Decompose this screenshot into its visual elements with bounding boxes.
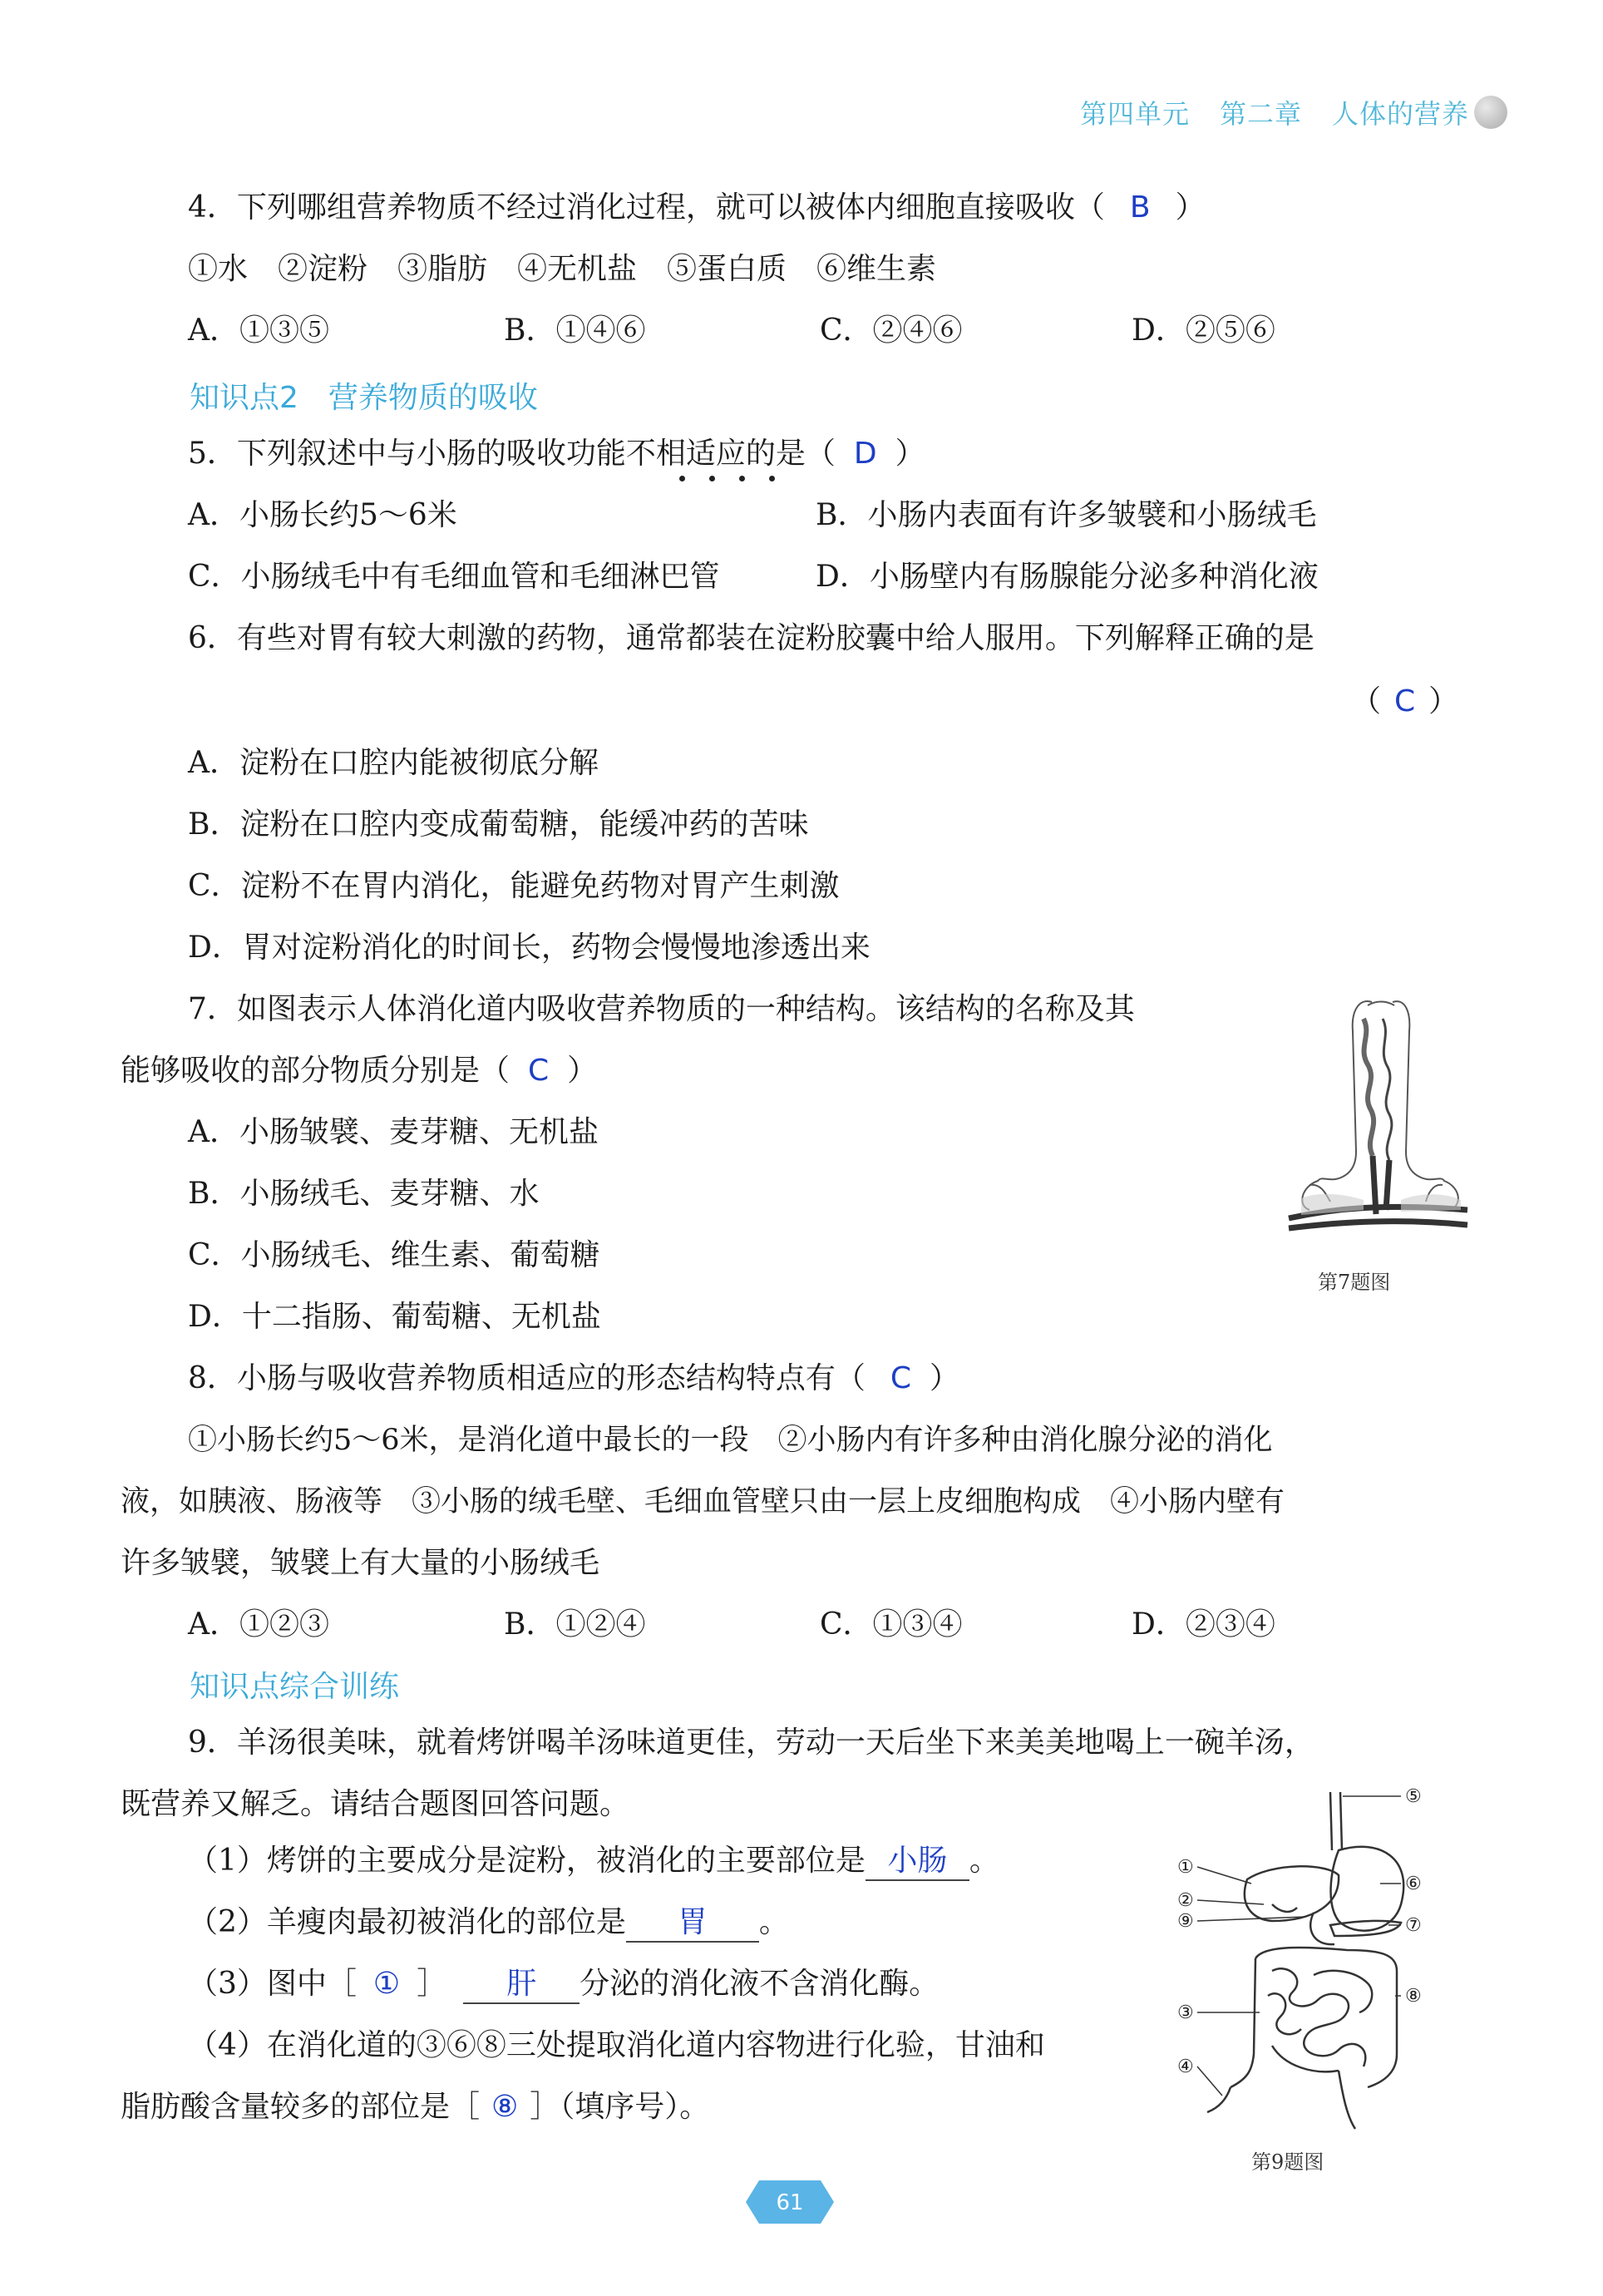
header-unit: 第四单元 [1079,98,1190,130]
q9-part4-end: ］（填序号）。 [530,2090,710,2124]
q8-stem: 8．小肠与吸收营养物质相适应的形态结构特点有（ [188,1361,866,1395]
q5-close: ） [895,437,925,471]
fig9-label-3: ③ [1177,2002,1194,2023]
q4-options [188,313,1485,349]
q9-part3-answer1: ① [372,1967,401,2001]
q4-option-c: C．②④⑥ [820,314,963,348]
q9-part2-end: 。 [758,1905,789,1939]
q5-option-d: D．小肠壁内有肠腺能分泌多种消化液 [816,560,1319,594]
fig9-label-6: ⑥ [1405,1874,1422,1894]
q9-part4-text: 脂肪酸含量较多的部位是［ [121,2090,481,2124]
q5-options-row2 [188,559,1485,595]
q9-stem1: 9．羊汤很美味，就着烤饼喝羊汤味道更佳，劳动一天后坐下来美美地喝上一碗羊汤， [188,1726,1314,1760]
q8-option-c: C．①③④ [820,1607,963,1642]
header-title: 人体的营养 [1331,98,1469,130]
q6-answer: C [1394,684,1416,718]
q6-option-b: B．淀粉在口腔内变成葡萄糖，能缓冲药的苦味 [188,807,809,842]
q9-part3-text: （3）图中［ [188,1967,357,2001]
q5-stem: 5．下列叙述中与小肠的吸收功能不相适应的是（ [188,437,836,471]
q6-option-d: D．胃对淀粉消化的时间长，药物会慢慢地渗透出来 [188,931,871,965]
fig9-label-8: ⑧ [1405,1986,1422,2007]
q8-close: ） [930,1361,960,1395]
q9-part1 [188,1843,999,1881]
q7-stem2: 能够吸收的部分物质分别是（ [121,1054,510,1088]
q4-answer: B [1129,190,1151,225]
fig9-label-5: ⑤ [1405,1786,1422,1807]
q7-answer: C [528,1054,550,1088]
q4-option-a: A．①③⑤ [188,314,329,348]
q7-option-d: D．十二指肠、葡萄糖、无机盐 [188,1300,601,1334]
q9-part1-end: 。 [969,1844,999,1878]
fig9-label-1: ① [1177,1857,1194,1878]
q5-option-c: C．小肠绒毛中有毛细血管和毛细淋巴管 [188,560,720,594]
q9-part3-answer2: 肝 [463,1966,580,2004]
q5-stem-line [188,436,925,472]
q4-option-d: D．②⑤⑥ [1132,314,1275,348]
q8-body1: ①小肠长约5～6米，是消化道中最长的一段 ②小肠内有许多种由消化腺分泌的消化 [188,1424,1273,1457]
q9-part2-answer: 胃 [626,1904,759,1943]
q9-stem2: 既营养又解乏。请结合题图回答问题。 [121,1787,630,1821]
page-number-badge [744,2179,836,2225]
fig9-label-7: ⑦ [1405,1915,1422,1936]
q7-stem1: 7．如图表示人体消化道内吸收营养物质的一种结构。该结构的名称及其 [188,992,1135,1026]
q5-option-b: B．小肠内表面有许多皱襞和小肠绒毛 [816,498,1317,532]
q9-part3-mid: ］ [417,1967,447,2001]
q8-option-d: D．②③④ [1132,1607,1275,1642]
q9-part2-text: （2）羊瘦肉最初被消化的部位是 [188,1905,626,1939]
q4-option-b: B．①④⑥ [504,314,646,348]
q8-stem-line [188,1360,959,1397]
section-heading-absorption: 知识点2 营养物质的吸收 [190,381,538,415]
fig9-label-9: ⑨ [1177,1911,1194,1932]
q4-items: ①水 ②淀粉 ③脂肪 ④无机盐 ⑤蛋白质 ⑥维生素 [188,252,937,286]
figure9-caption: 第9题图 [1251,2150,1324,2174]
q9-part4-answer: ⑧ [491,2090,519,2124]
page-header [1080,93,1507,131]
q6-option-c: C．淀粉不在胃内消化，能避免药物对胃产生刺激 [188,869,840,903]
q8-option-b: B．①②④ [504,1607,646,1642]
q6-stem: 6．有些对胃有较大刺激的药物，通常都装在淀粉胶囊中给人服用。下列解释正确的是 [188,621,1314,655]
q9-part1-answer: 小肠 [866,1843,969,1881]
q7-option-c: C．小肠绒毛、维生素、葡萄糖 [188,1238,600,1272]
q8-option-a: A．①②③ [188,1607,329,1642]
fig9-label-2: ② [1177,1890,1194,1911]
q6-answer-bracket: （ C ） [1351,684,1459,718]
q9-part3-end: 分泌的消化液不含消化酶。 [580,1967,940,2001]
fig9-label-4: ④ [1177,2057,1194,2077]
q6-option-a: A．淀粉在口腔内能被彻底分解 [188,746,599,780]
q4-stem-line [188,190,1206,226]
q7-option-a: A．小肠皱襞、麦芽糖、无机盐 [188,1115,599,1149]
q5-option-a: A．小肠长约5～6米 [188,498,457,532]
emphasis-dots [679,476,796,484]
header-chapter: 第二章 [1219,98,1302,130]
q8-options [188,1607,1485,1643]
digestive-system-figure [1147,1780,1455,2137]
q5-answer: D [853,437,877,471]
q9-part4a: （4）在消化道的③⑥⑧三处提取消化道内容物进行化验，甘油和 [188,2028,1045,2062]
decorative-ball-icon [1474,96,1507,129]
figure7-caption: 第7题图 [1318,1271,1391,1294]
q9-part3 [188,1966,939,2004]
q9-part2 [188,1904,789,1943]
q8-body3: 许多皱襞，皱襞上有大量的小肠绒毛 [121,1546,600,1580]
page-number: 61 [776,2190,804,2215]
q5-options-row1 [188,497,1485,534]
q7-option-b: B．小肠绒毛、麦芽糖、水 [188,1177,540,1211]
q8-body2: 液，如胰液、肠液等 ③小肠的绒毛壁、毛细血管壁只由一层上皮细胞构成 ④小肠内壁有 [121,1485,1285,1518]
q4-stem: 4．下列哪组营养物质不经过消化过程，就可以被体内细胞直接吸收（ [188,190,1105,225]
q9-part4b [121,2089,709,2126]
q7-close: ） [567,1054,598,1088]
section-heading-comprehensive: 知识点综合训练 [190,1670,400,1704]
q4-close: ） [1175,190,1206,225]
q9-part1-text: （1）烤饼的主要成分是淀粉，被消化的主要部位是 [188,1844,866,1878]
q8-answer: C [890,1361,912,1395]
villus-figure [1285,985,1472,1235]
q7-stem2-line [121,1053,597,1089]
